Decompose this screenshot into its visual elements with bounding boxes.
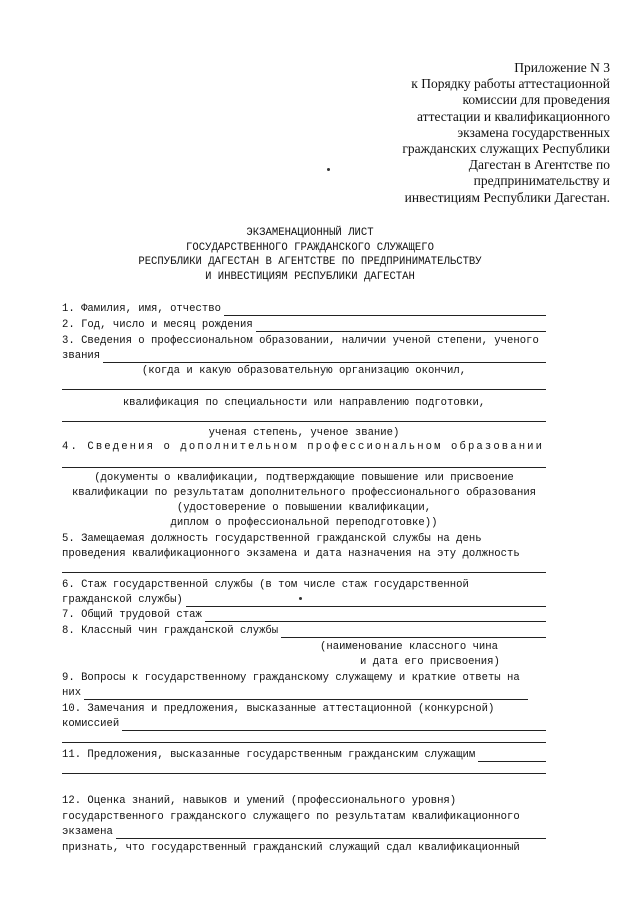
birth-date-input-line[interactable]	[256, 320, 546, 332]
field-label: комиссией	[62, 718, 120, 730]
remarks-input-line[interactable]	[122, 719, 546, 731]
speck	[327, 168, 330, 171]
title-line: ЭКЗАМЕНАЦИОННЫЙ ЛИСТ	[246, 227, 374, 239]
field-assessment: 12. Оценка знаний, навыков и умений (профессионального уровня)	[62, 795, 457, 807]
field-label: 11. Предложения, высказанные государственным гражданским служащим	[62, 749, 476, 761]
class-rank-input-line[interactable]	[281, 626, 546, 638]
field-remarks: 10. Замечания и предложения, высказанные аттестационной (конкурсной)	[62, 703, 495, 715]
input-line[interactable]	[62, 742, 546, 743]
title-line: РЕСПУБЛИКИ ДАГЕСТАН В АГЕНТСТВЕ ПО ПРЕДПРИНИМАТЕЛЬСТВУ	[138, 256, 482, 268]
field-label: гражданской службы)	[62, 594, 183, 606]
appendix-line: к Порядку работы аттестационной	[411, 76, 610, 92]
field-label: 3. Сведения о профессиональном образовании, наличии ученой степени, ученого	[62, 335, 539, 347]
field-assessment-result: признать, что государственный гражданский служащий сдал квалификационный	[62, 842, 520, 854]
appendix-block	[350, 60, 610, 206]
appendix-line: предпринимательству и	[473, 173, 610, 189]
field-remarks-cont	[62, 717, 546, 731]
input-line[interactable]	[62, 572, 546, 573]
field-label: 4. Сведения о дополнительном профессиональном образовании	[62, 441, 545, 453]
field-questions-cont	[62, 686, 528, 700]
field-assessment-exam	[62, 825, 546, 839]
hint: ученая степень, ученое звание)	[208, 427, 400, 439]
hint: (удостоверение о повышении квалификации,	[176, 502, 432, 514]
field-label: 7. Общий трудовой стаж	[62, 609, 202, 621]
service-length-input-line[interactable]	[186, 595, 546, 607]
hint: и дата его присвоения)	[360, 656, 500, 668]
appendix-line: аттестации и квалификационного	[417, 108, 610, 124]
field-total-experience	[62, 608, 546, 622]
hint: (документы о квалификации, подтверждающие повышение или присвоение	[94, 472, 514, 484]
field-label: звания	[62, 350, 101, 362]
input-line[interactable]	[62, 773, 546, 774]
field-additional-education	[62, 440, 546, 454]
title-line: ГОСУДАРСТВЕННОГО ГРАЖДАНСКОГО СЛУЖАЩЕГО	[186, 241, 434, 254]
field-class-rank	[62, 624, 546, 638]
field-position: 5. Замещаемая должность государственной гражданской службы на день	[62, 533, 482, 545]
appendix-line: Приложение N 3	[514, 60, 610, 75]
title-line: И ИНВЕСТИЦИЯМ РЕСПУБЛИКИ ДАГЕСТАН	[205, 270, 415, 283]
questions-input-line[interactable]	[84, 688, 528, 700]
appendix-line: экзамена государственных	[457, 124, 610, 140]
appendix-line: гражданских служащих Республики	[402, 141, 610, 157]
field-employee-proposals	[62, 748, 546, 762]
field-assessment-cont: государственного гражданского служащего по результатам квалификационного	[62, 811, 520, 823]
field-questions: 9. Вопросы к государственному гражданскому служащему и краткие ответы на	[62, 672, 520, 684]
field-label: 2. Год, число и месяц рождения	[62, 319, 253, 331]
input-line[interactable]	[62, 389, 546, 390]
document-title	[60, 226, 560, 284]
name-input-line[interactable]	[224, 304, 546, 316]
hint: (наименование классного чина	[320, 641, 499, 653]
field-label: экзамена	[62, 826, 113, 838]
field-education	[62, 334, 546, 348]
employee-proposals-input-line[interactable]	[478, 750, 546, 762]
speck	[299, 597, 302, 600]
field-service-length-cont	[62, 593, 546, 607]
hint: квалификации по результатам дополнительного профессионального образования	[71, 487, 537, 499]
field-label: 8. Классный чин гражданской службы	[62, 625, 279, 637]
total-experience-input-line[interactable]	[205, 610, 546, 622]
education-input-line[interactable]	[103, 351, 546, 363]
appendix-line: Дагестан в Агентстве по	[468, 157, 610, 173]
field-service-length: 6. Стаж государственной службы (в том числе стаж государственной	[62, 579, 469, 591]
field-label: 1. Фамилия, имя, отчество	[62, 303, 221, 315]
appendix-line: комиссии для проведения	[462, 92, 610, 108]
input-line[interactable]	[62, 421, 546, 422]
field-position-cont: проведения квалификационного экзамена и дата назначения на эту должность	[62, 548, 520, 560]
hint: квалификация по специальности или направлению подготовки,	[122, 397, 486, 409]
hint: диплом о профессиональной переподготовке))	[170, 517, 438, 529]
appendix-line: инвестициям Республики Дагестан.	[404, 189, 610, 205]
assessment-input-line[interactable]	[116, 827, 546, 839]
field-label: них	[62, 687, 82, 699]
field-birth-date	[62, 318, 546, 332]
field-education-cont	[62, 349, 546, 363]
hint: (когда и какую образовательную организацию окончил,	[141, 365, 467, 377]
field-full-name	[62, 302, 546, 316]
input-line[interactable]	[62, 467, 546, 468]
